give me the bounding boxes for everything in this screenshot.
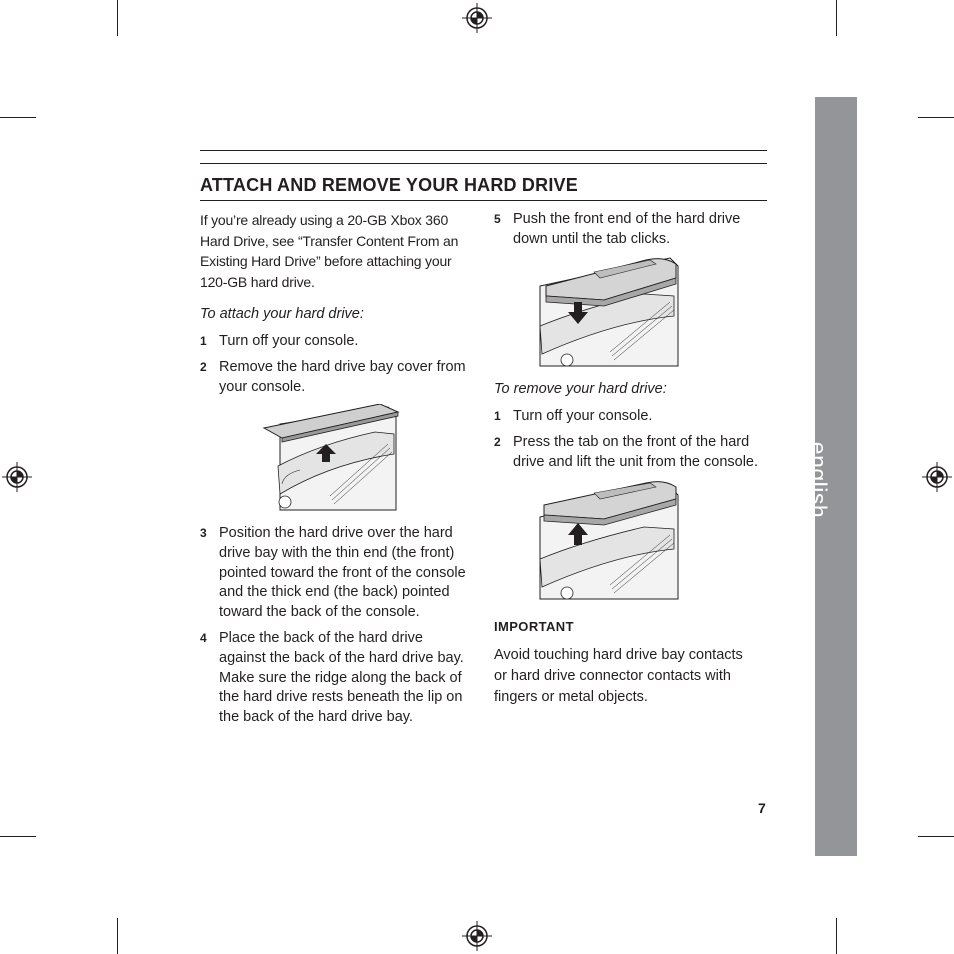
list-item [200,358,470,397]
intro-paragraph: If you’re already using a 20-GB Xbox 360 Hard Drive, see “Transfer Content From an Existing Hard Drive” before attaching your 120-GB hard drive. [200,212,459,290]
registration-mark-icon [462,3,492,33]
right-column [494,210,759,708]
step-text: Place the back of the hard drive against the back of the hard drive bay. Make sure the ridge along the back of the hard drive rests beneath the lip on the back of the hard drive bay. [219,630,464,725]
step-text: Turn off your console. [513,407,653,424]
step-number: 1 [494,408,501,423]
crop-mark [117,918,118,954]
step-number: 1 [200,333,207,348]
step-text: Press the tab on the front of the hard drive and lift the unit from the console. [513,434,759,470]
language-tab-label: english [805,441,832,519]
crop-mark [0,836,36,837]
crop-mark [836,0,837,36]
crop-mark [918,117,954,118]
list-item [494,433,759,472]
important-heading: IMPORTANT [494,618,574,634]
list-item [494,210,759,249]
header-rule [200,150,767,151]
crop-mark [836,918,837,954]
remove-subheading: To remove your hard drive: [494,381,667,398]
list-item [200,332,470,352]
crop-mark [117,0,118,36]
step-number: 2 [494,435,501,450]
step-text: Turn off your console. [219,332,359,349]
important-text: Avoid touching hard drive bay contacts or hard drive connector contacts with fingers or metal objects. [494,647,743,706]
registration-mark-icon [462,921,492,951]
step-number: 4 [200,631,207,646]
step-number: 3 [200,526,207,541]
registration-mark-icon [2,462,32,492]
remove-bay-cover-illustration [260,404,470,516]
list-item [200,524,470,622]
section-heading: ATTACH AND REMOVE YOUR HARD DRIVE [200,175,578,195]
step-number: 5 [494,212,501,226]
crop-mark [0,117,36,118]
list-item [200,629,470,727]
registration-mark-icon [922,462,952,492]
step-text: Position the hard drive over the hard drive bay with the thin end (the front) pointed toward the front of the console and the thick end (the back) pointed toward the back of the console. [219,525,466,620]
step-text: Remove the hard drive bay cover from your console. [219,359,466,395]
left-column [200,210,470,734]
lift-drive-illustration [534,481,759,609]
header-rule [200,163,767,164]
crop-mark [918,836,954,837]
push-drive-down-illustration [534,256,759,372]
page-number: 7 [758,800,766,816]
attach-subheading: To attach your hard drive: [200,306,364,322]
step-number: 2 [200,360,207,375]
heading-underline [200,200,767,201]
step-text: Push the front end of the hard drive down until the tab clicks. [513,211,741,247]
list-item [494,407,759,427]
